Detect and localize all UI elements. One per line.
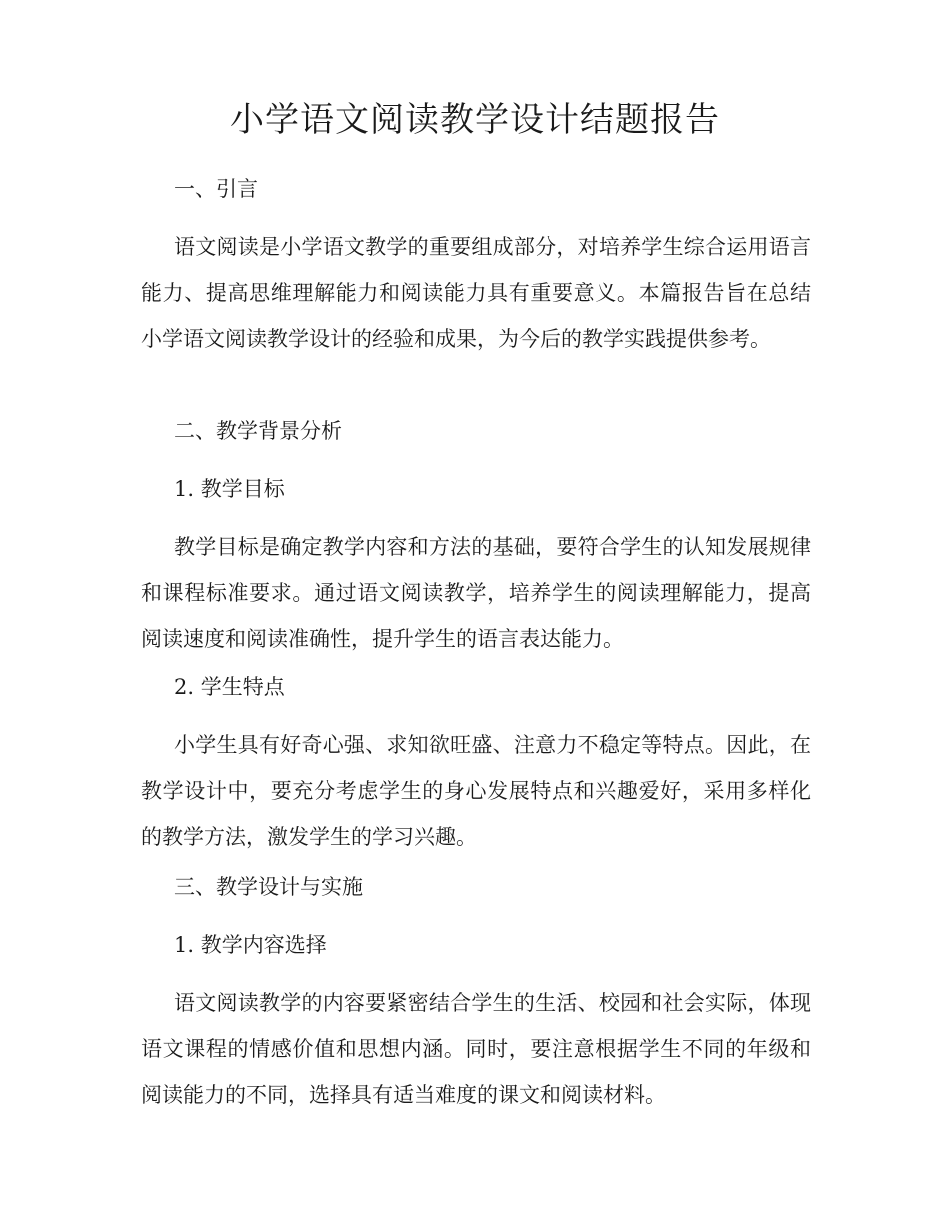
paragraph-student-traits: 小学生具有好奇心强、求知欲旺盛、注意力不稳定等特点。因此，在教学设计中，要充分考虑学生的身心发展特点和兴趣爱好，采用多样化的教学方法，激发学生的学习兴趣。 [141, 733, 811, 849]
paragraph-teaching-goals: 教学目标是确定教学内容和方法的基础，要符合学生的认知发展规律和课程标准要求。通过语文阅读教学，培养学生的阅读理解能力，提高阅读速度和阅读准确性，提升学生的语言表达能力。 [141, 535, 811, 651]
subheading-student-traits: 2. 学生特点 [174, 675, 285, 699]
document-title: 小学语文阅读教学设计结题报告 [230, 100, 720, 140]
paragraph-introduction: 语文阅读是小学语文教学的重要组成部分，对培养学生综合运用语言能力、提高思维理解能力和阅读能力具有重要意义。本篇报告旨在总结小学语文阅读教学设计的经验和成果，为今后的教学实践提供参考。 [141, 235, 811, 351]
section-heading-introduction: 一、引言 [174, 177, 258, 201]
section-heading-background: 二、教学背景分析 [174, 419, 342, 443]
subheading-content-selection: 1. 教学内容选择 [174, 933, 327, 957]
paragraph-content-selection: 语文阅读教学的内容要紧密结合学生的生活、校园和社会实际，体现语文课程的情感价值和思想内涵。同时，要注意根据学生不同的年级和阅读能力的不同，选择具有适当难度的课文和阅读材料。 [141, 991, 811, 1107]
section-heading-design-implementation: 三、教学设计与实施 [174, 875, 363, 899]
subheading-teaching-goals: 1. 教学目标 [174, 477, 285, 501]
